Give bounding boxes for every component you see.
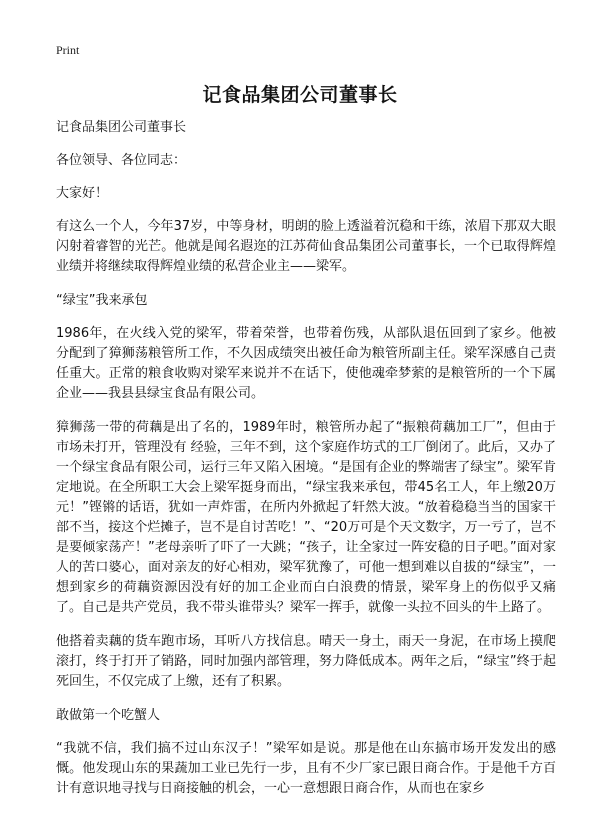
- section-heading-green-treasure: “绿宝”我来承包: [56, 293, 148, 308]
- paragraph-intro: 有这么一个人，今年37岁，中等身材，明朗的脸上透溢着沉稳和干练，浓眉下那双大眼闪射着睿智的光芒。他就是闻名遐迩的江苏荷仙食品集团公司董事长，一个已取得辉煌业绩并将继续取得辉煌业绩的私营企业主——梁军。: [56, 219, 556, 274]
- paragraph-1986: 1986年，在火线入党的梁军，带着荣誉，也带着伤残，从部队退伍回到了家乡。他被分配到了獐狮荡粮管所工作，不久因成绩突出被任命为粮管所副主任。梁军深感自己责任重大。正常的粮食收购对梁军来说并不在话下，使他魂牵梦萦的是粮管所的一个下属企业——我县县绿宝食品有限公司。: [56, 326, 556, 401]
- document-title: 记食品集团公司董事长: [202, 84, 398, 106]
- paragraph-lotus-root: 獐狮荡一带的荷藕是出了名的，1989年时，粮管所办起了“振粮荷藕加工厂”，但由于市场未打开，管理没有 经验，三年不到，这个家庭作坊式的工厂倒闭了。此后，又办了一个绿宝食品有限公司，运行三年又陷入困境。“是国有企业的弊端害了绿宝”。梁军肯定地说。在全所职工大会上梁军挺身而出，“绿宝我来承包，带45名工人，年上缴20万元！”铿锵的话语，犹如一声炸雷，在所内外掀起了轩然大波。“放着稳稳当当的国家干部不当，接这个烂摊子，岂不是自讨苦吃！”、“20万可是个天文数字，万一亏了，岂不是要倾家荡产！”老母亲听了吓了一大跳；“孩子，让全家过一阵安稳的日子吧。”面对家人的苦口婆心，面对亲友的好心相劝，梁军犹豫了，可他一想到难以自拔的“绿宝”，一想到家乡的荷藕资源因没有好的加工企业而白白浪费的情景，梁军身上的伤似乎又痛了。自己是共产党员，我不带头谁带头？梁军一挥手，就像一头拉不回头的牛上路了。: [56, 420, 556, 615]
- paragraph-salutation: 各位领导、各位同志：: [56, 153, 187, 168]
- section-heading-first-crab-eater: 敢做第一个吃蟹人: [56, 708, 161, 723]
- paragraph-market: 他搭着卖藕的货车跑市场，耳听八方找信息。晴天一身土，雨天一身泥，在市场上摸爬滚打，终于打开了销路，同时加强内部管理，努力降低成本。两年之后，“绿宝”终于起死回生，不仅完成了上缴，还有了积累。: [56, 634, 556, 689]
- print-link[interactable]: Print: [56, 43, 80, 57]
- paragraph-greeting: 大家好！: [56, 186, 109, 201]
- document-body: [56, 118, 556, 813]
- paragraph-subtitle: 记食品集团公司董事长: [56, 120, 187, 135]
- paragraph-shandong: “我就不信，我们搞不过山东汉子！”梁军如是说。那是他在山东搞市场开发发出的感慨。他发现山东的果蔬加工业已先行一步，且有不少厂家已跟日商合作。于是他千方百计有意识地寻找与日商接触的机会，一心一意想跟日商合作，从而也在家乡: [56, 741, 556, 796]
